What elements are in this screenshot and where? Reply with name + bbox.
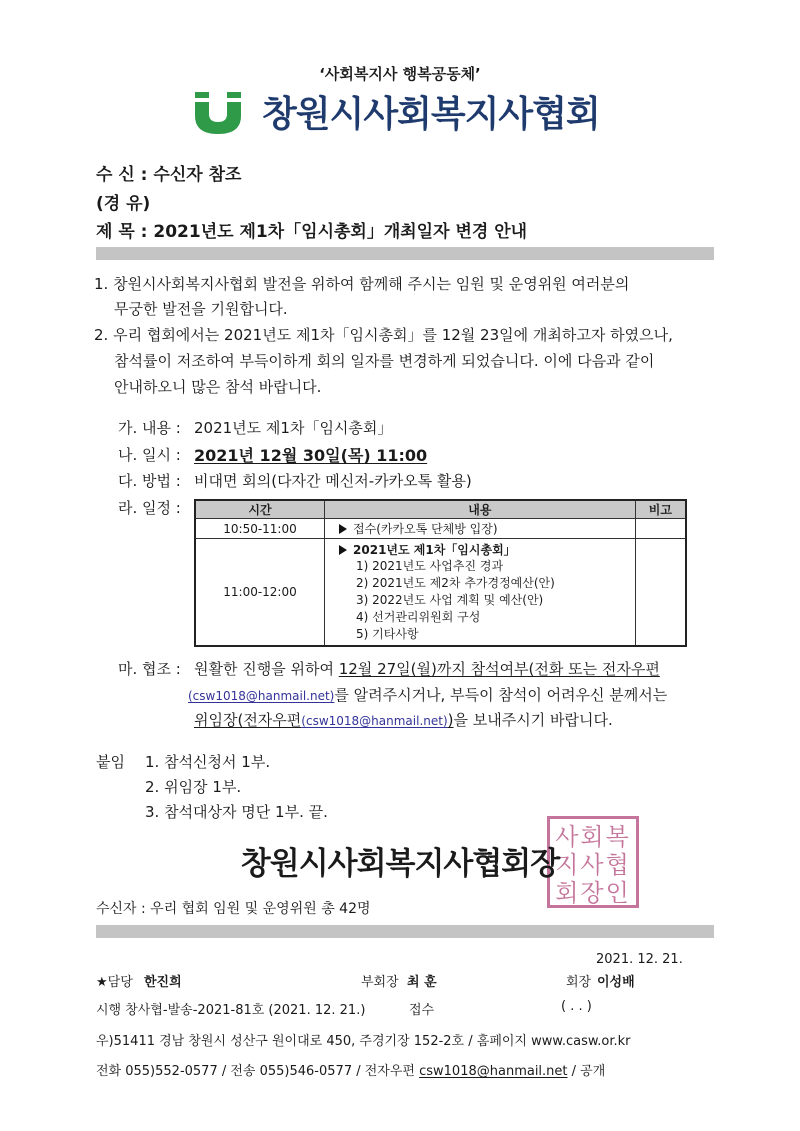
vice-president-label: 부회장: [361, 975, 399, 990]
table-row: [195, 519, 686, 539]
cooperation-text-a: 원활한 진행을 위하여: [194, 660, 339, 678]
proxy-text-rest: 을 보내주시기 바랍니다.: [453, 711, 613, 729]
row2-title: 2021년도 제1차「임시총회」: [353, 543, 516, 557]
address-line: 우)51411 경남 창원시 성산구 원이대로 450, 주경기장 152-2호 / 홈페이지 www.casw.or.kr: [96, 1034, 631, 1049]
cooperation-email-link[interactable]: (csw1018@hanmail.net): [188, 689, 335, 703]
agenda-item: 2) 2021년도 제2차 추가경정예산(안): [356, 576, 555, 590]
cooperation-line-3: [194, 709, 613, 730]
cooperation-line-1: [194, 658, 660, 679]
attachment-item: 1. 참석신청서 1부.: [145, 753, 271, 771]
paragraph-2-line-1: 2. 우리 협회에서는 2021년도 제1차「임시총회」를 12월 23일에 개최하고자 하였으나,: [94, 326, 673, 344]
header-time: 시간: [195, 500, 325, 519]
paragraph-2-line-3: 안내하오니 많은 참석 바랍니다.: [114, 378, 322, 396]
via-line: (경 유): [96, 194, 151, 214]
agenda-item: 3) 2022년도 사업 계획 및 예산(안): [356, 593, 544, 607]
proxy-close-paren: ): [447, 711, 454, 729]
item-ga-label: 가. 내용 :: [118, 419, 181, 437]
row1-content: 접수(카카오톡 단체방 입장): [353, 522, 498, 536]
row1-time: 10:50-11:00: [195, 519, 325, 539]
official-seal-icon: 사회복지사협회장인: [547, 816, 639, 908]
president-label: 회장: [566, 975, 592, 990]
recipients-list: 수신자 : 우리 협회 임원 및 운영위원 총 42명: [96, 901, 371, 917]
row1-note: [635, 519, 686, 539]
paragraph-1-line-2: 무궁한 발전을 기원합니다.: [114, 300, 288, 318]
triangle-bullet-icon: [339, 524, 347, 534]
item-ma-label: 마. 협조 :: [118, 660, 181, 678]
row2-time: 11:00-12:00: [195, 539, 325, 647]
schedule-header-row: [195, 500, 686, 519]
drafter-name: 한진희: [144, 975, 182, 990]
attachment-label: 붙임: [96, 753, 125, 771]
item-na-label: 나. 일시 :: [118, 446, 181, 464]
subject-line: 제 목 : 2021년도 제1차「임시총회」개최일자 변경 안내: [96, 222, 528, 242]
proxy-text: 위임장(전자우편: [194, 711, 302, 729]
row2-note: [635, 539, 686, 647]
contact-disclosure: / 공개: [567, 1064, 606, 1079]
schedule-table: [194, 499, 687, 647]
footer-divider: [96, 925, 714, 938]
contact-email-link[interactable]: csw1018@hanmail.net: [419, 1064, 568, 1079]
document-date: 2021. 12. 21.: [596, 952, 683, 967]
row2-content-cell: [325, 539, 636, 647]
triangle-bullet-icon: [339, 545, 347, 555]
header-note: 비고: [635, 500, 686, 519]
item-ra-label: 라. 일정 :: [118, 499, 181, 517]
row1-content-cell: [325, 519, 636, 539]
cooperation-text-b: 를 알려주시거나, 부득이 참석이 어려우신 분께서는: [334, 686, 668, 704]
attachment-item: 2. 위임장 1부.: [145, 778, 242, 796]
header-content: 내용: [325, 500, 636, 519]
president-name: 이성배: [597, 975, 635, 990]
vice-president-name: 최 훈: [407, 975, 437, 990]
association-logo-icon: [193, 92, 243, 134]
receipt-blank: ( . . ): [561, 999, 592, 1014]
agenda-item: 4) 선거관리위원회 구성: [356, 610, 481, 624]
item-na-value: 2021년 12월 30일(목) 11:00: [194, 446, 428, 465]
agenda-item: 5) 기타사항: [356, 627, 419, 641]
drafter-label: ★담당: [96, 975, 133, 990]
receipt-label: 접수: [409, 1003, 435, 1018]
item-ga-value: 2021년도 제1차「임시총회」: [194, 419, 393, 437]
slogan: ‘사회복지사 행복공동체’: [319, 65, 481, 83]
attachment-item: 3. 참석대상자 명단 1부. 끝.: [145, 803, 328, 821]
cooperation-deadline: 12월 27일(월)까지 참석여부(전화 또는 전자우편: [338, 660, 660, 678]
sender-signature: 창원시사회복지사협회장: [240, 846, 560, 882]
contact-line: [96, 1060, 605, 1079]
table-row: [195, 539, 686, 647]
cooperation-line-2: [188, 684, 667, 705]
agenda-item: 1) 2021년도 사업추진 경과: [356, 559, 504, 573]
enforcement-number: 시행 창사협-발송-2021-81호 (2021. 12. 21.): [96, 1003, 366, 1018]
item-da-value: 비대면 회의(다자간 메신저-카카오톡 활용): [194, 472, 472, 490]
proxy-email-link[interactable]: (csw1018@hanmail.net): [301, 714, 448, 728]
paragraph-1-line-1: 1. 창원시사회복지사협회 발전을 위하여 함께해 주시는 임원 및 운영위원 여러분의: [94, 275, 630, 293]
item-da-label: 다. 방법 :: [118, 472, 181, 490]
recipient-line: 수 신 : 수신자 참조: [96, 165, 242, 185]
paragraph-2-line-2: 참석률이 저조하여 부득이하게 회의 일자를 변경하게 되었습니다. 이에 다음과 같이: [114, 352, 655, 370]
organization-name: 창원시사회복지사협회: [262, 94, 600, 135]
header-divider: [96, 247, 714, 260]
contact-text: 전화 055)552-0577 / 전송 055)546-0577 / 전자우편: [96, 1064, 420, 1079]
